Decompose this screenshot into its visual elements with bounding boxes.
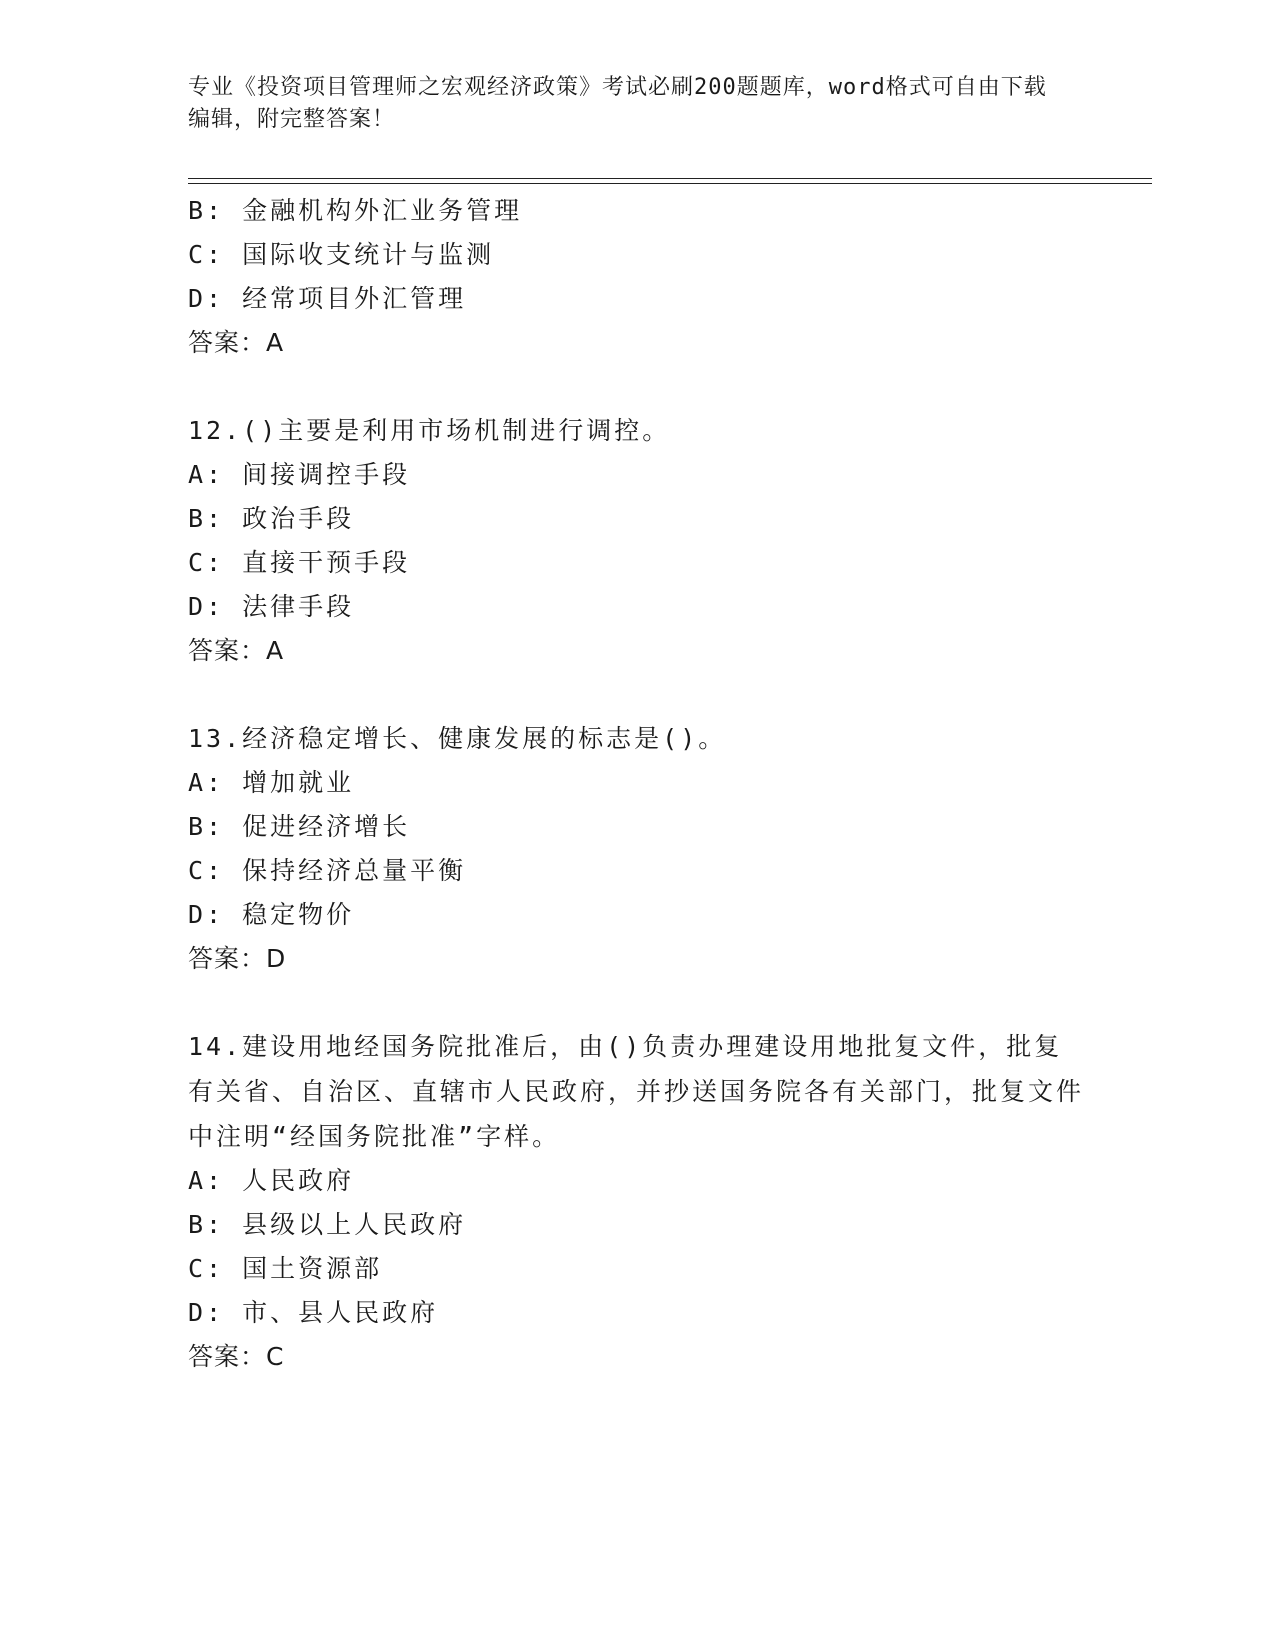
q14-option-d: D: 市、县人民政府 (188, 1298, 439, 1327)
q13-option-b: B: 促进经济增长 (188, 812, 411, 841)
q12-question: 12.()主要是利用市场机制进行调控。 (188, 416, 671, 445)
q12-option-c: C: 直接干预手段 (188, 548, 411, 577)
q12-answer: 答案：A (188, 636, 285, 665)
header-rule-bottom (188, 183, 1152, 184)
header-rule-top (188, 178, 1152, 179)
q13-question: 13.经济稳定增长、健康发展的标志是()。 (188, 724, 727, 753)
q13-option-d: D: 稳定物价 (188, 900, 355, 929)
q13-option-a: A: 增加就业 (188, 768, 355, 797)
q13-option-c: C: 保持经济总量平衡 (188, 856, 467, 885)
q14-option-a: A: 人民政府 (188, 1166, 355, 1195)
q14-answer: 答案：C (188, 1342, 285, 1371)
q11-option-c: C: 国际收支统计与监测 (188, 240, 495, 269)
q11-answer: 答案：A (188, 328, 285, 357)
q11-option-d: D: 经常项目外汇管理 (188, 284, 467, 313)
q12-option-b: B: 政治手段 (188, 504, 355, 533)
q14-option-c: C: 国土资源部 (188, 1254, 383, 1283)
q11-option-b: B: 金融机构外汇业务管理 (188, 196, 523, 225)
q13-answer: 答案：D (188, 944, 287, 973)
q14-question: 14.建设用地经国务院批准后，由()负责办理建设用地批复文件，批复有关省、自治区、直辖市人民政府，并抄送国务院各有关部门，批复文件中注明“经国务院批准”字样。 (188, 1032, 1085, 1151)
q14-option-b: B: 县级以上人民政府 (188, 1210, 467, 1239)
q12-option-d: D: 法律手段 (188, 592, 355, 621)
q12-option-a: A: 间接调控手段 (188, 460, 411, 489)
document-header: 专业《投资项目管理师之宏观经济政策》考试必刷200题题库，word格式可自由下载编辑，附完整答案！ (188, 75, 1047, 132)
